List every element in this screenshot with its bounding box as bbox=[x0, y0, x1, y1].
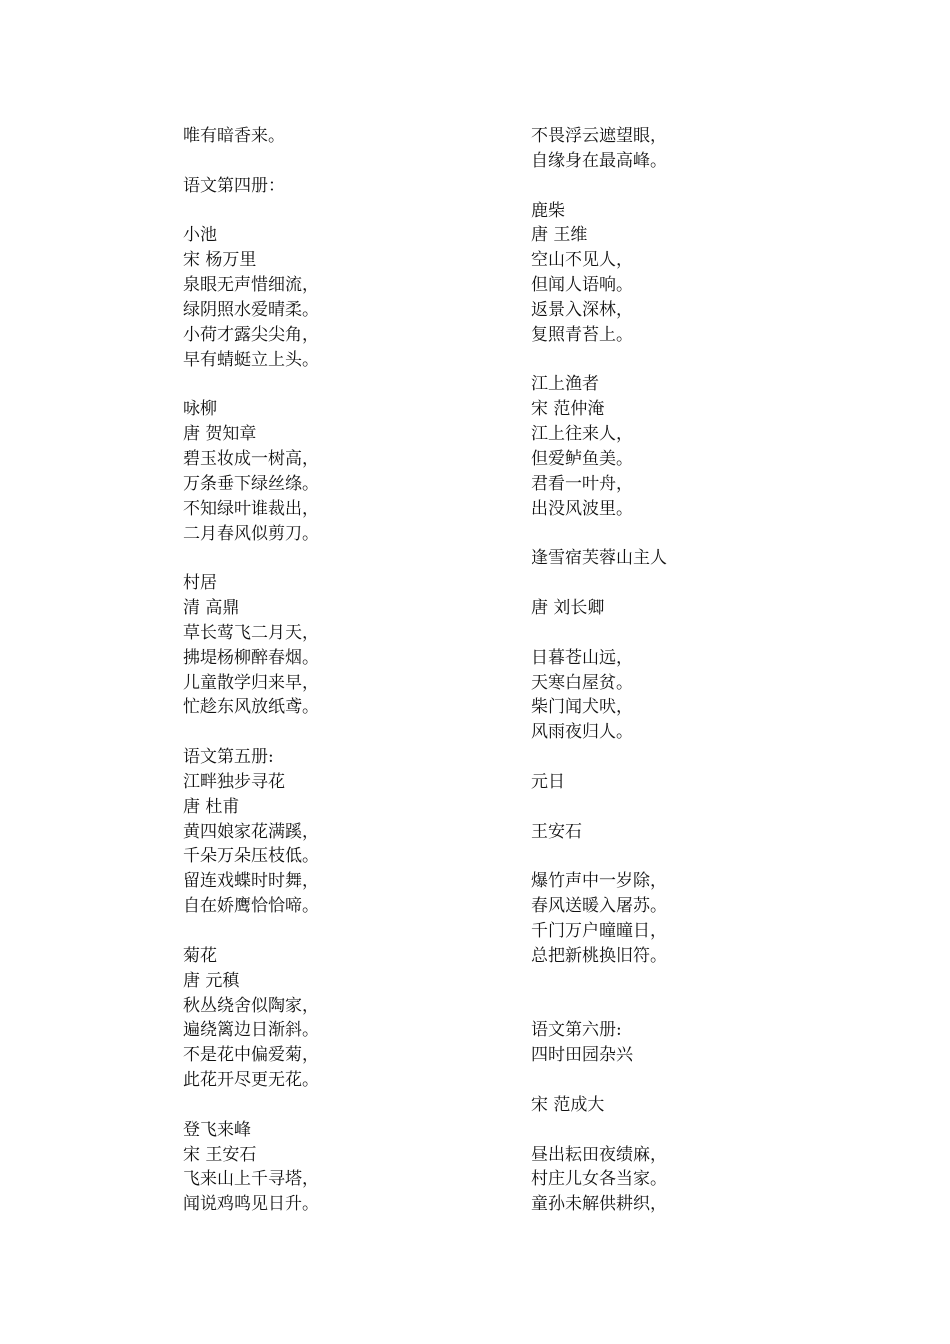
text-line: 天寒白屋贫。 bbox=[531, 672, 633, 693]
text-line: 唐 刘长卿 bbox=[531, 598, 605, 619]
text-line: 秋丛绕舍似陶家， bbox=[183, 995, 319, 1016]
text-line: 唯有暗香来。 bbox=[183, 126, 285, 146]
text-line: 返景入深林， bbox=[531, 299, 633, 320]
text-line: 宋 杨万里 bbox=[183, 250, 257, 271]
text-line: 语文第六册: bbox=[531, 1020, 622, 1041]
blank-line bbox=[531, 522, 861, 547]
text-line: 绿阴照水爱晴柔。 bbox=[183, 299, 319, 320]
text-line: 唐 元稹 bbox=[183, 970, 240, 991]
right-text-column bbox=[531, 124, 861, 1217]
blank-line bbox=[183, 372, 513, 397]
text-line: 飞来山上千寻塔， bbox=[183, 1169, 319, 1190]
blank-line bbox=[531, 621, 861, 646]
text-line: 小池 bbox=[183, 225, 217, 246]
text-line: 登飞来峰 bbox=[183, 1119, 251, 1140]
text-line: 风雨夜归人。 bbox=[531, 722, 633, 743]
text-line: 此花开尽更无花。 bbox=[183, 1070, 319, 1091]
text-line: 小荷才露尖尖角， bbox=[183, 324, 319, 345]
text-line: 自缘身在最高峰。 bbox=[531, 150, 667, 171]
blank-line bbox=[183, 199, 513, 224]
blank-line bbox=[531, 994, 861, 1019]
blank-line bbox=[531, 795, 861, 820]
text-line: 出没风波里。 bbox=[531, 498, 633, 519]
text-line: 不是花中偏爱菊， bbox=[183, 1045, 319, 1066]
text-line: 鹿柴 bbox=[531, 200, 565, 221]
text-line: 村庄儿女各当家。 bbox=[531, 1169, 667, 1190]
blank-line bbox=[183, 149, 513, 174]
text-line: 昼出耘田夜绩麻， bbox=[531, 1144, 667, 1165]
text-line: 春风送暖入屠苏。 bbox=[531, 896, 667, 917]
blank-line bbox=[531, 969, 861, 994]
text-line: 但闻人语响。 bbox=[531, 275, 633, 296]
blank-line bbox=[531, 174, 861, 199]
text-line: 不知绿叶谁裁出， bbox=[183, 498, 319, 519]
blank-line bbox=[531, 844, 861, 869]
text-line: 君看一叶舟， bbox=[531, 473, 633, 494]
text-line: 宋 范成大 bbox=[531, 1094, 605, 1115]
text-line: 草长莺飞二月天， bbox=[183, 622, 319, 643]
text-line: 四时田园杂兴 bbox=[531, 1045, 633, 1066]
text-line: 泉眼无声惜细流， bbox=[183, 275, 319, 296]
text-line: 元日 bbox=[531, 771, 565, 792]
text-line: 江畔独步寻花 bbox=[183, 771, 285, 792]
text-line: 自在娇鹰恰恰啼。 bbox=[183, 896, 319, 917]
text-line: 空山不见人， bbox=[531, 250, 633, 271]
text-line: 语文第四册： bbox=[183, 175, 285, 196]
text-line: 王安石 bbox=[531, 821, 582, 842]
text-line: 宋 王安石 bbox=[183, 1144, 257, 1165]
text-line: 江上渔者 bbox=[531, 374, 599, 395]
text-line: 忙趁东风放纸鸢。 bbox=[183, 697, 319, 718]
blank-line bbox=[531, 571, 861, 596]
text-line: 日暮苍山远， bbox=[531, 647, 633, 668]
text-line: 早有蜻蜓立上头。 bbox=[183, 349, 319, 370]
text-line: 童孙未解供耕织， bbox=[531, 1194, 667, 1215]
blank-line bbox=[531, 1068, 861, 1093]
text-line: 不畏浮云遮望眼， bbox=[531, 126, 667, 146]
text-line: 碧玉妆成一树高， bbox=[183, 448, 319, 469]
text-line: 咏柳 bbox=[183, 399, 217, 420]
blank-line bbox=[531, 348, 861, 373]
text-line: 宋 范仲淹 bbox=[531, 399, 605, 420]
text-line: 柴门闻犬吠， bbox=[531, 697, 633, 718]
text-line: 千朵万朵压枝低。 bbox=[183, 846, 319, 867]
text-line: 二月春风似剪刀。 bbox=[183, 523, 319, 544]
text-line: 总把新桃换旧符。 bbox=[531, 945, 667, 966]
text-line: 逢雪宿芙蓉山主人 bbox=[531, 548, 667, 569]
text-line: 千门万户曈曈日， bbox=[531, 921, 667, 941]
text-line: 菊花 bbox=[183, 945, 217, 966]
text-line: 黄四娘家花满蹊， bbox=[183, 821, 319, 842]
blank-line bbox=[531, 1118, 861, 1143]
text-line: 儿童散学归来早， bbox=[183, 672, 319, 693]
blank-line bbox=[183, 919, 513, 944]
text-line: 清 高鼎 bbox=[183, 598, 240, 619]
text-line: 万条垂下绿丝绦。 bbox=[183, 473, 319, 494]
text-line: 唐 杜甫 bbox=[183, 796, 240, 817]
blank-line bbox=[183, 720, 513, 745]
left-text-column bbox=[183, 124, 513, 1217]
text-line: 唐 王维 bbox=[531, 225, 588, 246]
text-line: 拂堤杨柳醉春烟。 bbox=[183, 647, 319, 668]
text-line: 但爱鲈鱼美。 bbox=[531, 448, 633, 469]
blank-line bbox=[183, 546, 513, 571]
text-line: 闻说鸡鸣见日升。 bbox=[183, 1194, 319, 1215]
blank-line bbox=[183, 1093, 513, 1118]
text-line: 复照青苔上。 bbox=[531, 324, 633, 345]
text-line: 遍绕篱边日渐斜。 bbox=[183, 1020, 319, 1041]
text-line: 留连戏蝶时时舞， bbox=[183, 871, 319, 892]
text-line: 爆竹声中一岁除， bbox=[531, 871, 667, 892]
text-line: 江上往来人， bbox=[531, 424, 633, 445]
text-line: 语文第五册: bbox=[183, 747, 274, 768]
text-line: 村居 bbox=[183, 573, 217, 594]
text-line: 唐 贺知章 bbox=[183, 424, 257, 445]
blank-line bbox=[531, 745, 861, 770]
